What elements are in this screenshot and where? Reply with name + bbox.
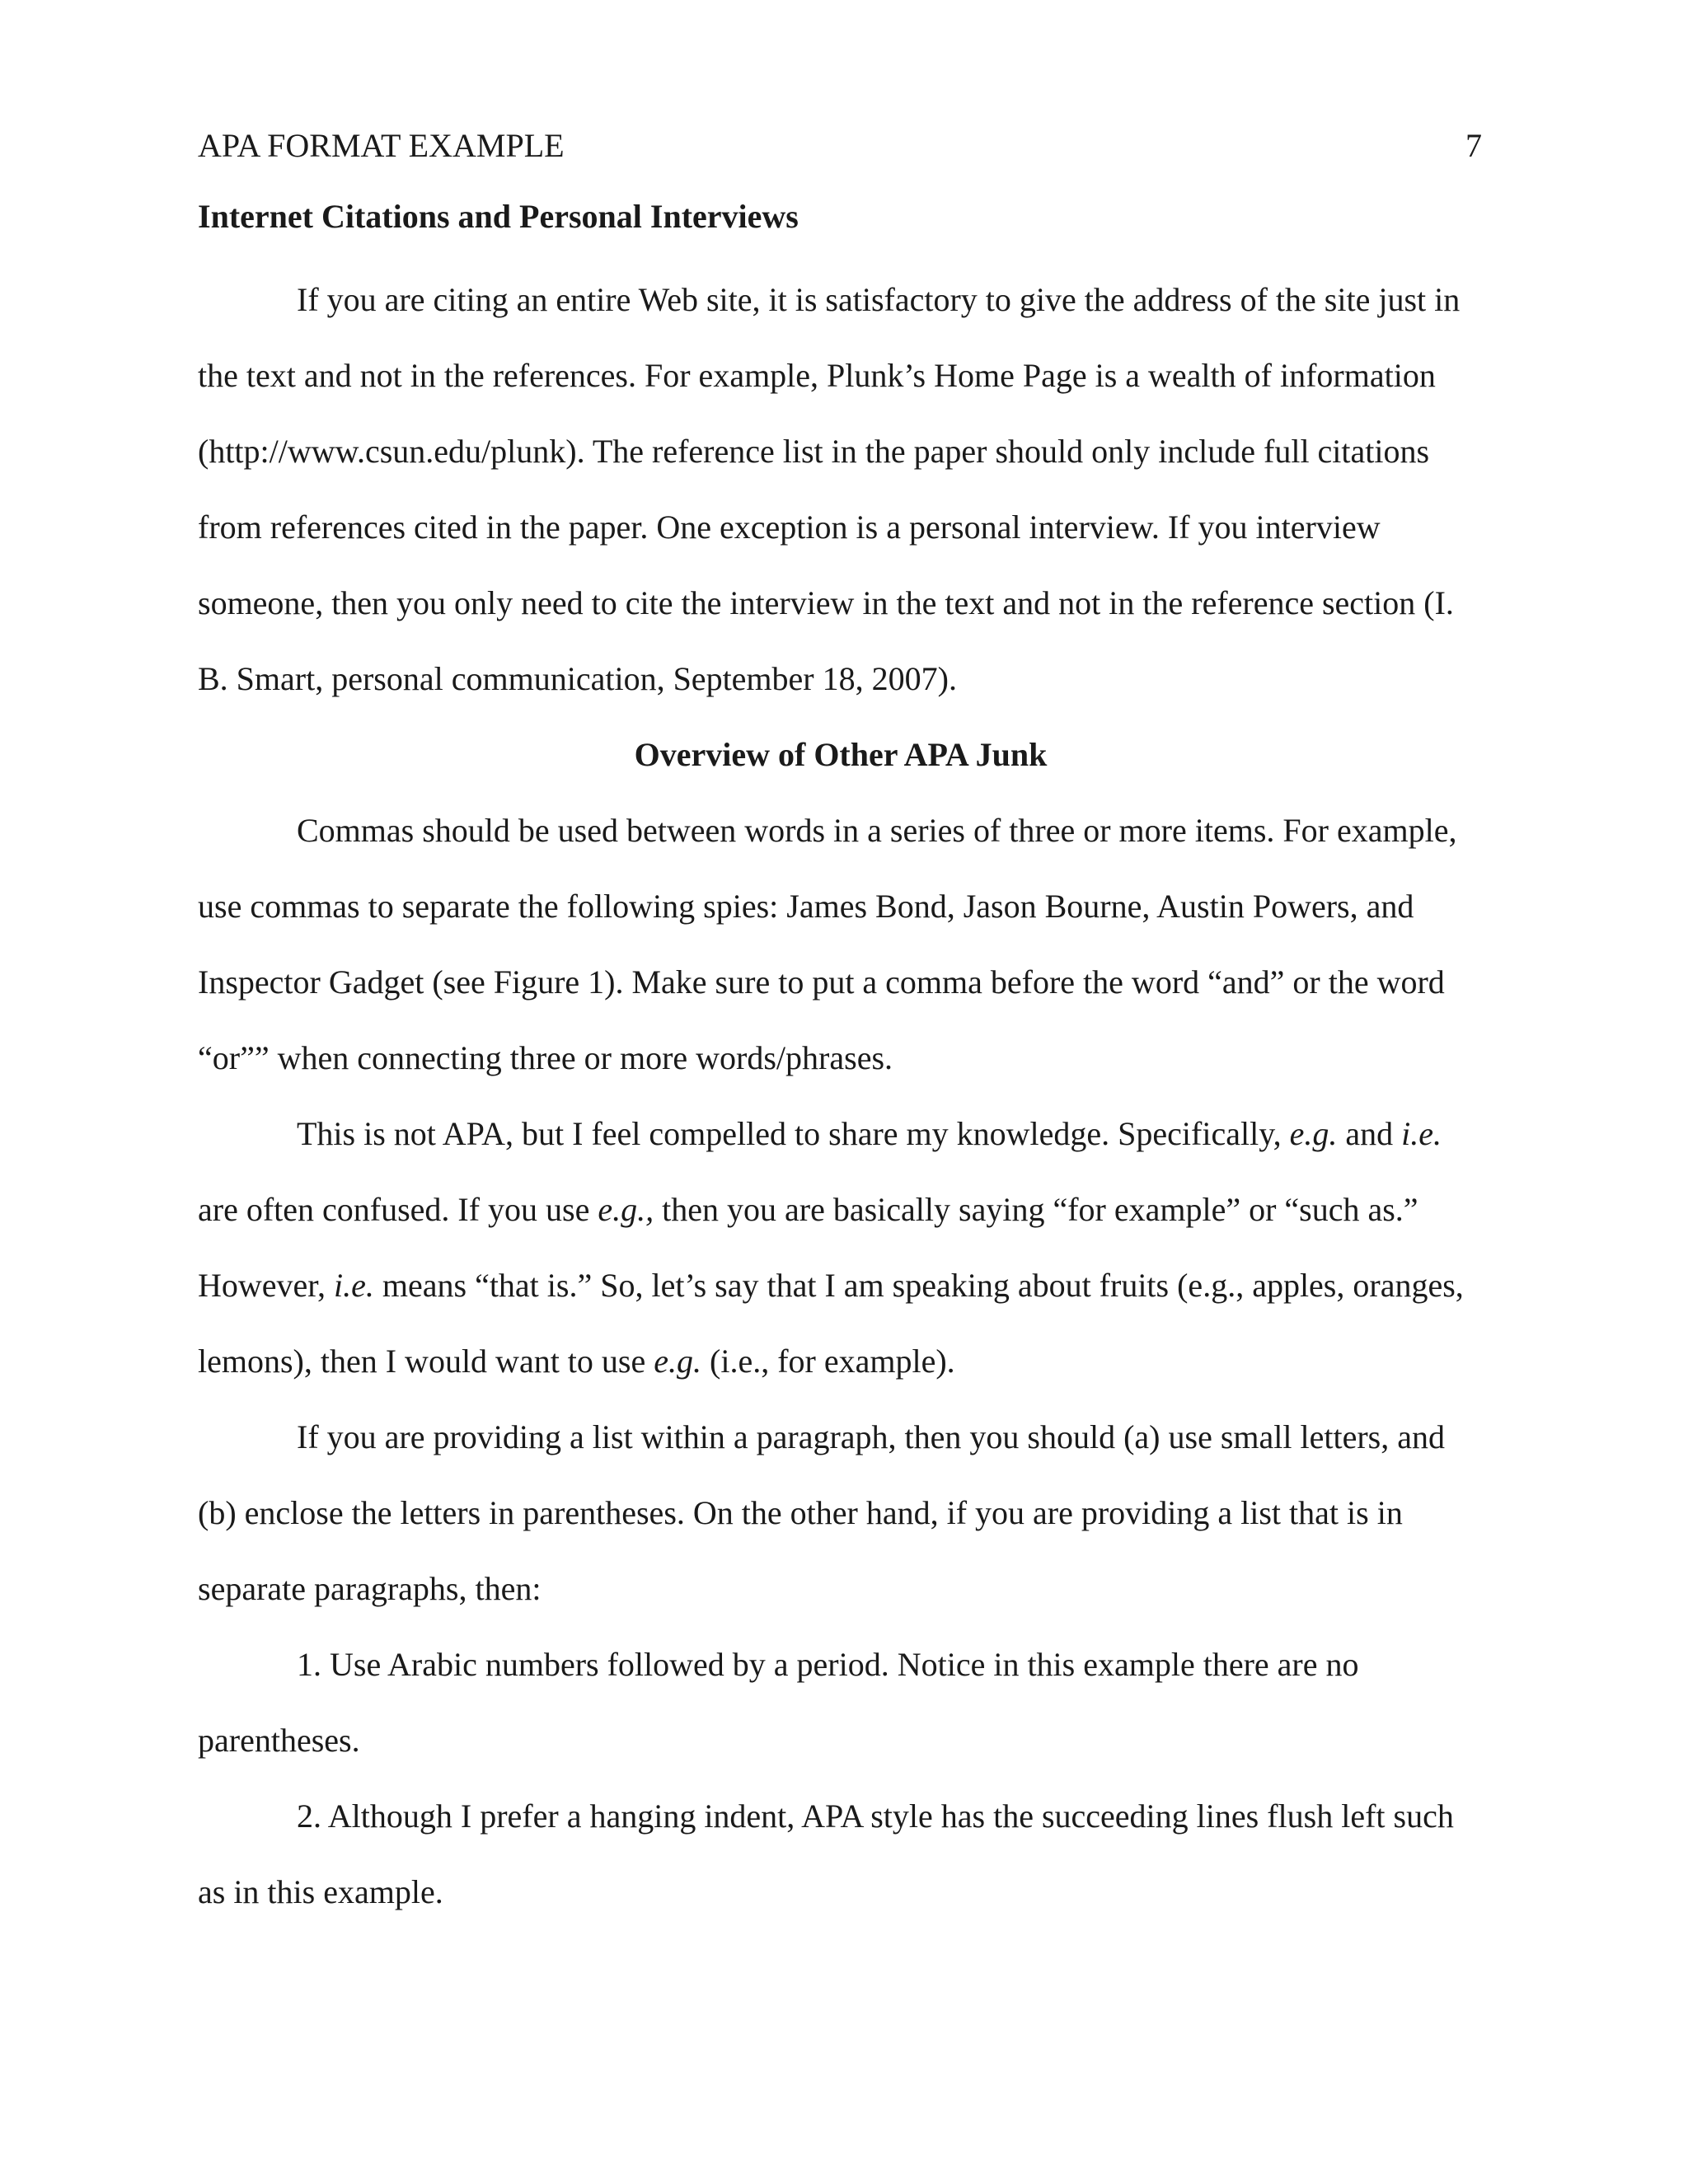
text-run: and	[1337, 1115, 1402, 1152]
running-head	[198, 125, 1482, 166]
list-item-2: 2. Although I prefer a hanging indent, APA style has the succeeding lines flush left such as in this example.	[198, 1797, 1454, 1910]
paragraph-eg-ie	[198, 1096, 1484, 1399]
italic-ie: i.e.	[334, 1267, 374, 1304]
text-run: (i.e., for example).	[701, 1343, 955, 1380]
page-number: 7	[1465, 127, 1482, 164]
paragraph-lists: If you are providing a list within a paragraph, then you should (a) use small letters, and (b) enclose the letters in parentheses. On the other hand, if you are providing a list that is in separate paragraphs, then:	[198, 1418, 1445, 1607]
body-text	[198, 196, 1484, 1930]
text-run: then you are basically saying “for example” or “such as.” However,	[198, 1191, 1418, 1304]
list-item-1: 1. Use Arabic numbers followed by a period. Notice in this example there are no parentheses.	[198, 1646, 1359, 1759]
paragraph-internet-citations: If you are citing an entire Web site, it is satisfactory to give the address of the site just in the text and not in the references. For example, Plunk’s Home Page is a wealth of information (http://www.csun.edu/plunk). The reference list in the paper should only include full citations from references cited in the paper. One exception is a personal interview. If you interview someone, then you only need to cite the interview in the text and not in the reference section (I. B. Smart, personal communication, September 18, 2007).	[198, 281, 1461, 697]
running-head-title: APA FORMAT EXAMPLE	[198, 127, 565, 164]
section-heading-overview: Overview of Other APA Junk	[634, 736, 1048, 773]
text-run: This is not APA, but I feel compelled to share my knowledge. Specifically,	[297, 1115, 1290, 1152]
italic-eg: e.g.	[654, 1343, 702, 1380]
italic-eg: e.g.,	[598, 1191, 654, 1228]
section-heading-internet-citations: Internet Citations and Personal Interviews	[198, 198, 799, 235]
text-run: means “that is.” So, let’s say that I am speaking about fruits (e.g., apples, oranges, lemons), then I would want to use	[198, 1267, 1464, 1380]
paragraph-commas: Commas should be used between words in a series of three or more items. For example, use commas to separate the following spies: James Bond, Jason Bourne, Austin Powers, and Inspector Gadget (see Figure 1). Make sure to put a comma before the word “and” or the word “or”” when connecting three or more words/phrases.	[198, 812, 1457, 1076]
italic-ie: i.e.	[1401, 1115, 1442, 1152]
text-run: are often confused. If you use	[198, 1191, 598, 1228]
italic-eg: e.g.	[1289, 1115, 1338, 1152]
